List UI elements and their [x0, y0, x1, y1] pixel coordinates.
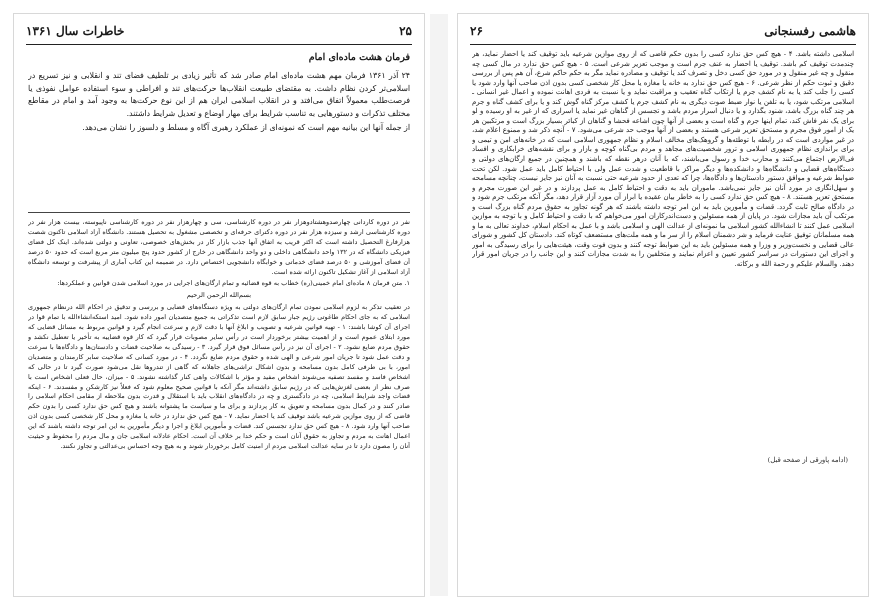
left-footnotes	[28, 218, 410, 590]
paragraph: ۲۴ آذر ۱۳۶۱ فرمان مهم هشت ماده‌ای امام صادر شد که تأثیر زیادی بر تلطیف فضای تند و انقلابی و نیز تسریع در اسلامی‌تر کردن نظام داشت. به مقتضای طبیعت انقلاب‌ها حرکت‌های تند و افراطی و سوء استفاده عوامل نفوذی یا فرصت‌طلب معمولاً اتفاق می‌افتد و در انقلاب اسلامی ایران هم از این نوع حرکت‌ها به وجود آمد و امام در مقاطع مختلف تذکرات و دستورهایی به تناسب شرایط برای مهار اوضاع و تعدیل شرایط داشتند.	[28, 71, 410, 118]
right-page-number: ۲۶	[470, 24, 483, 38]
footnote: نفر در دوره کاردانی چهارصدوهشتادوهزار نفر در دوره کارشناسی، سی و چهارهزار نفر در دوره کارشناسی ناپیوسته، بیست هزار نفر در دوره کارشناسی ارشد و سیزده هزار نفر در دوره دکترای حرفه‌ای و تخصصی مشغول به تحصیل هستند. دانشگاه آزاد اسلامی تاکنون شصت هزارفارغ التحصیل داشته است که اکثر قریب به اتفاق آنها جذب بازار کار در بخش‌های خصوصی، تعاونی و دولتی شده‌اند. اینک کل فضای فیزیکی دانشگاه که در ۱۳۲ واحد دانشگاهی داخلی و دو واحد دانشگاهی در خارج از کشور حدود پنج میلیون متر مربع است که حدود ۵۰ درصد آن فضای آموزشی و ۵۰ درصد فضای خدماتی و خوابگاه دانشجویی اختصاص دارد. در ضمیمه این کتاب آماری از پیشرفت و توسعه دانشگاه آزاد اسلامی از آغاز تشکیل تاکنون ارائه شده است.	[28, 218, 410, 276]
paragraph: از جمله آنها این بیانیه مهم است که نمونه‌ای از عملکرد رهبری آگاه و مسلط و دلسوز را نشان می‌دهد.	[82, 123, 410, 133]
basmala: بسم‌الله الرحمن الرحیم	[186, 291, 252, 300]
right-page	[458, 14, 868, 596]
left-running-head	[26, 22, 412, 40]
right-main-text	[472, 50, 854, 452]
left-page-number: ۲۵	[399, 24, 412, 38]
left-running-title: خاطرات سال ۱۳۶۱	[26, 24, 125, 38]
continued-note: (ادامه پاورقی از صفحه قبل)	[767, 456, 848, 464]
right-running-head	[470, 22, 856, 40]
right-running-title: هاشمی رفسنجانی	[764, 24, 856, 38]
footnote-rule	[28, 212, 410, 213]
footnote-decree: در تعقیب تذکر به لزوم اسلامی نمودن تمام ارگان‌های دولتی به ویژه دستگاه‌های قضایی و بررسی و تدقیق در احکام الله درنظام جمهوری اسلامی که به جای احکام طاغوتی رژیم جبار سابق لازم است تذکراتی به جمیع متصدیان امور داده شود. امید استکه‌انشاءالله با تمام قوا در اجرای آن کوشا باشند: ۱ - تهیه قوانین شرعیه و تصویب و ابلاغ آنها با دقت لازم و سرعت انجام گیرد و قوانین مربوط به مسائل قضایی که مورد ابتلای عموم است و از اهمیت بیشتر برخوردار است در رأس سایر مصوبات قرار گیرد که کار قوه قضاییه به تأخیر یا تعطیل نکشد و حقوق مردم ضایع نشود. ۲ - اجرای آن نیز در رأس مسائل فوق قرار گیرد. ۳ - رسیدگی به صلاحیت قضات و دادستان‌ها و دادگاه‌ها با سرعت و دقت عمل شود تا جریان امور شرعی و الهی شده و حقوق مردم ضایع نگردد. ۴ - در مورد کسانی که صلاحیت سابر کارمندان و متصدیان امور، با بی طرفی کامل بدون مسامحه و بدون اشکال تراشی‌های جاهلانه که گاهی از تندروها نقل می‌شود صورت گیرد تا در حالی که اشخاص فاسد و مفسد تصفیه می‌شوند اشخاص مفید و مؤثر با اشکالات واهی کنار گذاشته نشوند. ۵ - میزان، حال فعلی اشخاص است با صرف نظر از بعضی لغزش‌هایی که در رژیم سابق داشته‌اند مگر آنکه با قوانین صحیح معلوم شود که فعلاً نیز کارشکن و مفسدند. ۶ - اینکه قضات واجد شرایط اسلامی، چه در دادگستری و چه در دادگاه‌های انقلاب باید با استقلال و قدرت بدون ملاحظه از مقامی احکام اسلامی را صادر کنند و در کمال بدون مسامحه و تعویق به کار پردازند و برای ما و سیاست ما پشتوانه باشند و هیچ کس حق ندارد کسی را بدون حکم قاضی که از روی موازین شرعیه باشد توقیف کند یا احضار نماید. ۷ - هیچ کس حق ندارد در خانه یا مغازه و محل کار شخصی کسی بدون اذن صاحب آنها وارد شود. ۸ - هیچ کس حق ندارد تجسس کند. قضات و مأمورین ابلاغ و اجرا و دیگر مأمورین به این امر توجه داشته باشند که این اعمال اهانت به مردم و تجاوز به حقوق آنان است و حکم خدا بر خلاف آن است. احکام عادلانه اسلامی جان و مال مردم را محفوظ و حیثیت آنان را مصون دارد تا در سایه عدالت اسلامی مردم از امنیت کامل برخوردار شوند و به هیچ وجه احساس بی‌عدالتی و تجاوز نکنند.	[28, 303, 410, 450]
left-page	[14, 14, 424, 596]
footnote: ۱. متن فرمان ۸ ماده‌ای امام خمینی(ره) خطاب به قوه قضائیه و تمام ارگان‌های اجرایی در مورد اسلامی شدن قوانین و عملکردها:	[57, 279, 410, 288]
paragraph: اسلامی داشته باشد. ۴ - هیچ کس حق ندارد کسی را بدون حکم قاضی که از روی موازین شرعیه باید توقیف کند یا احضار نماید، هر چندمدت توقیف کم باشد. توقیف یا احضار به عنف جرم است و موجب تعزیر شرعی است. ۵ - هیچ کس حق ندارد در مال کسی چه منقول و چه غیر منقول و در مورد حق کسی دخل و تصرف کند یا توقیف و مصادره نماید مگر به حکم حاکم شرع، آن هم پس از بررسی دقیق و ثبوت حکم از نظر شرعی. ۶ - هیچ کس حق ندارد به خانه یا مغازه یا محل کار شخصی کسی بدون اذن صاحب آنها وارد شود یا کسی را جلب کند یا به نام کشف جرم یا ارتکاب گناه تعقیب و مراقبت نماید و یا نسبت به فردی اهانت نموده و اعمال غیر انسانی ـ اسلامی مرتکب شود، یا به تلفن یا نوار ضبط صوت دیگری به نام کشف جرم یا کشف مرکز گناه گوش کند و یا برای کشف گناه و جرم هر چند گناه بزرگ باشد، شنود بگذارد و یا دنبال اسرار مردم باشد و تجسس از گناهان غیر نماید یا اسراری که از غیر به او رسیده و لو برای یک نفر فاش کند، تمام اینها جرم و گناه است و بعضی از آنها چون اشاعه فحشا و گناهان از کبائر بسیار بزرگ است و مرتکبین هر یک از امور فوق مجرم و مستحق تعزیر شرعی هستند و بعضی از آنها موجب حد شرعی می‌شود. ۷ - آنچه ذکر شد و ممنوع اعلام شد، در غیر مواردی است که در رابطه با توطئه‌ها و گروهک‌های مخالف اسلام و نظام جمهوری اسلامی است که در خانه‌های امن و تیمی و برای براندازی نظام جمهوری اسلامی و ترور شخصیت‌های مجاهد و مردم بی‌گناه کوچه و بازار و برای نقشه‌های خرابکاری و افساد فی‌الارض اجتماع می‌کنند و محارب خدا و رسول می‌باشند، که با آنان درهر نقطه که باشند و همچنین در جمیع ارگان‌های دولتی و دستگاه‌های قضایی و دانشگاه‌ها و دانشکده‌ها و دیگر مراکز با قاطعیت و شدت عمل ولی با احتیاط کامل باید عمل شود. لکن تحت ضوابط شرعیه و موافق دستور دادستان‌ها و دادگاه‌ها، چرا که تعدی از حدود شرعیه حتی نسبت به آنان نیز جایز نیست، چنانچه مسامحه و سهل‌انگاری در مورد آنان نیز جایز نمی‌باشد. ماموران باید به دقت و احتیاط کامل به عمل پردازند و در غیر این صورت مجرم و مستحق تعزیر هستند. ۸ - هیچ کس حق ندارد کسی را به خاطر بیان عقیده یا ابراز آن مورد آزار قرار دهد، مگر آنکه مرتکب جرم شود و در دادگاه صالح ثابت گردد. قضات و مأمورین باید به این امر توجه داشته باشند که هر گونه تجاوز به حقوق مردم گناه بزرگ است و مرتکب آن باید مجازات شود. در پایان از همه مسئولین و دست‌اندرکاران امور می‌خواهم که با دقت و احتیاط کامل و با توجه به موازین اسلامی عمل کنند تا انشاءالله کشور اسلامی ما نمونه‌ای از عدالت الهی و اسلامی باشد و با عمل به احکام اسلام، خداوند تعالی به ما و همه مسلمانان توفیق عنایت فرماید و شر دشمنان اسلام را از سر ما و همه ملت‌های مستضعف کوتاه کند. دادستان کل کشور و شورای عالی قضایی و نخست‌وزیر و وزرا و همه مسئولین باید به این ضوابط توجه کنند و بدون فوت وقت، هیئت‌هایی را برای رسیدگی به امور و اجرای این دستورات در سراسر کشور تعیین و اعزام نمایند و متخلفین را به شدت مجازات کنند و این جانب را در جریان امور قرار دهند. والسلام علیکم و رحمة الله و برکاته.	[472, 50, 854, 269]
section-title: فرمان هشت ماده‌ای امام	[308, 52, 410, 63]
book-gutter	[430, 14, 448, 596]
right-head-rule	[470, 44, 856, 45]
left-head-rule	[26, 44, 412, 45]
left-main-text	[28, 70, 410, 200]
